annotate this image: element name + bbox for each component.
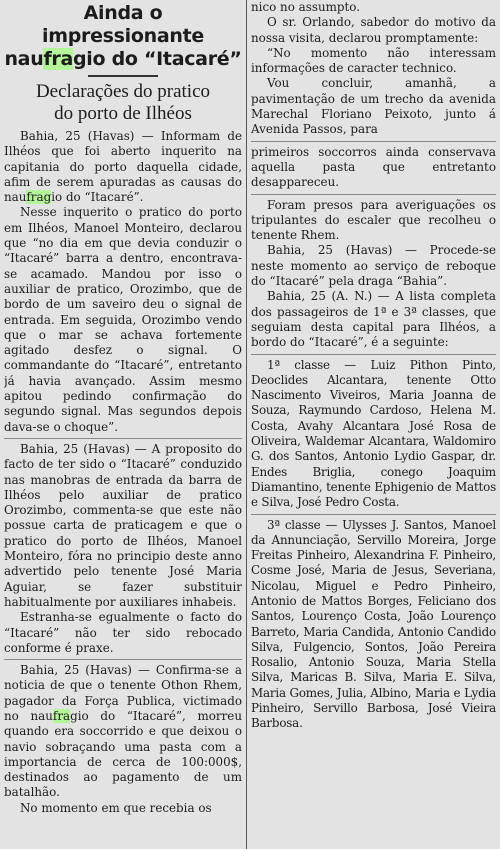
paragraph-divider <box>4 438 242 439</box>
article-paragraph: Nesse inquerito o pratico do porto em Ilhéos, Manoel Monteiro, declarou que “no dia em que devia conduzir o “Itacaré” barra a dentro, encontrava-se acamado. Mandou por isso o auxiliar de pratico, Orozimbo, que de bordo de um saveiro deu o signal de entrada. Em seguida, Orozimbo vendo que o mar se achava fortemente agitado desfez o signal. O commandante do “Itacaré”, entretanto já havia avançado. Assim mesmo apitou pedindo confirmação do segundo signal. Mas segundos depois dava-se o choque”. <box>4 205 242 434</box>
right-column <box>251 0 496 849</box>
passenger-list-third-class: 3ª classe — Ulysses J. Santos, Manoel da Annunciação, Servillo Moreira, Jorge Freitas Pinheiro, Alexandrina F. Pinheiro, Cosme José, Maria de Jesus, Severiana, Nicolau, Miguel e Pedro Pinheiro, Antonio de Mattos Borges, Feliciano dos Santos, Lourenço Costa, João Lourenço Barreto, Maria Candida, Antonio Candido Silva, Fulgencio, Sontos, João Pereira Rosalio, Antonio Souza, Maria Stella Silva, Maricas B. Silva, Maria E. Silva, Maria Gomes, Julia, Albino, Maria e Lydia Pinheiro, Servillo Barbosa, José Vieira Barbosa. <box>251 517 496 731</box>
article-paragraph <box>4 129 242 205</box>
headline-rule <box>88 75 158 77</box>
paragraph-text: Bahia, 25 (Havas) — Confirma-se a noticia de que o tenente Othon Rhem, pagador da Força Publica, victimado no nau <box>4 663 242 723</box>
article-paragraph: nico no assumpto. <box>251 0 361 14</box>
headline <box>4 2 242 71</box>
paragraph-divider <box>4 659 242 660</box>
article-paragraph: No momento em que recebia os <box>20 800 212 815</box>
headline-part: nau <box>4 48 44 70</box>
subheadline-line-1: Declarações do pratico <box>35 81 211 102</box>
article-paragraph: O sr. Orlando, sabedor do motivo da nossa visita, declarou promptamente: <box>251 15 496 45</box>
subheadline <box>4 81 242 125</box>
article-paragraph: Bahia, 25 (Havas) — Procede-se neste momento ao serviço de reboque do “Itacaré” pela draga “Bahia”. <box>251 243 496 289</box>
paragraph-text: gio do “Itacaré”, morreu quando era soccorrido e que deixou o navio sobraçando uma pasta com a importancia de cerca de 100:000$, destinados ao pagamento de um batalhão. <box>4 708 242 800</box>
headline-line-1: Ainda o impressionante <box>42 2 204 47</box>
article-paragraph: Bahia, 25 (Havas) — A proposito do facto de ter sido o “Itacaré” conduzido nas manobras de entrada da barra de Ilhéos pelo auxiliar de pratico Orozimbo, commenta-se que este não possue carta de praticagem e que o pratico do porto de Ilhéos, Manoel Monteiro, fóra no principio deste anno advertido pelo tenente José Maria Aguiar, se fazer substituir habitualmente por auxiliares inhabeis. <box>4 441 242 609</box>
article-paragraph: Bahia, 25 (A. N.) — A lista completa dos passageiros de 1ª e 3ª classes, que seguiam desta capital para Ilhéos, a bordo do “Itacaré”, é a seguinte: <box>251 289 496 350</box>
paragraph-text: Bahia, 25 (Havas) — Informam de Ilhéos que foi aberto inquerito na capitania do porto daquella cidade, afim de serem apuradas as causas do nau <box>4 129 242 205</box>
paragraph-divider <box>251 194 496 195</box>
article-paragraph: Vou concluir, amanhã, a pavimentação de um trecho da avenida Marechal Floriano Peixoto, junto á Avenida Passos, para <box>251 76 496 137</box>
headline-part: gio do “Itacaré” <box>73 48 242 70</box>
subheadline-line-2: do porto de Ilhéos <box>54 103 192 124</box>
article-paragraph: primeiros soccorros ainda conservava aquella pasta que entretanto desappareceu. <box>251 144 496 190</box>
article-paragraph: “No momento não interessam informações de caracter technico. <box>251 45 496 76</box>
article-paragraph: Foram presos para averiguações os tripulantes do escaler que recolheu o tenente Rhem. <box>251 197 496 243</box>
paragraph-divider <box>251 354 496 355</box>
highlighted-term: fra <box>43 48 73 70</box>
paragraph-divider <box>251 141 496 142</box>
paragraph-divider <box>251 514 496 515</box>
highlighted-term: frag <box>26 190 52 205</box>
article-paragraph <box>4 663 242 801</box>
article-paragraph: Estranha-se egualmente o facto do “Itacaré” não ter sido rebocado conforme é praxe. <box>4 610 242 655</box>
left-column <box>4 0 242 849</box>
headline-line-2 <box>4 48 242 71</box>
column-divider <box>246 0 247 849</box>
passenger-list-first-class: 1ª classe — Luiz Pithon Pinto, Deoclides Alcantara, tenente Otto Nascimento Viveiros, Maria Joanna de Souza, Raymundo Cardoso, Helena M. Costa, Avahy Alcantara José Rosa de Oliveira, Waldemar Alcantara, Waldomiro G. dos Santos, Antonio Lydio Gaspar, dr. Endes Briglia, conego Joaquim Diamantino, tenente Ephigenio de Mattos e Silva, José Pedro Costa. <box>251 357 496 510</box>
paragraph-text: io do “Itacaré”. <box>51 190 144 205</box>
highlighted-term: fra <box>52 708 71 723</box>
